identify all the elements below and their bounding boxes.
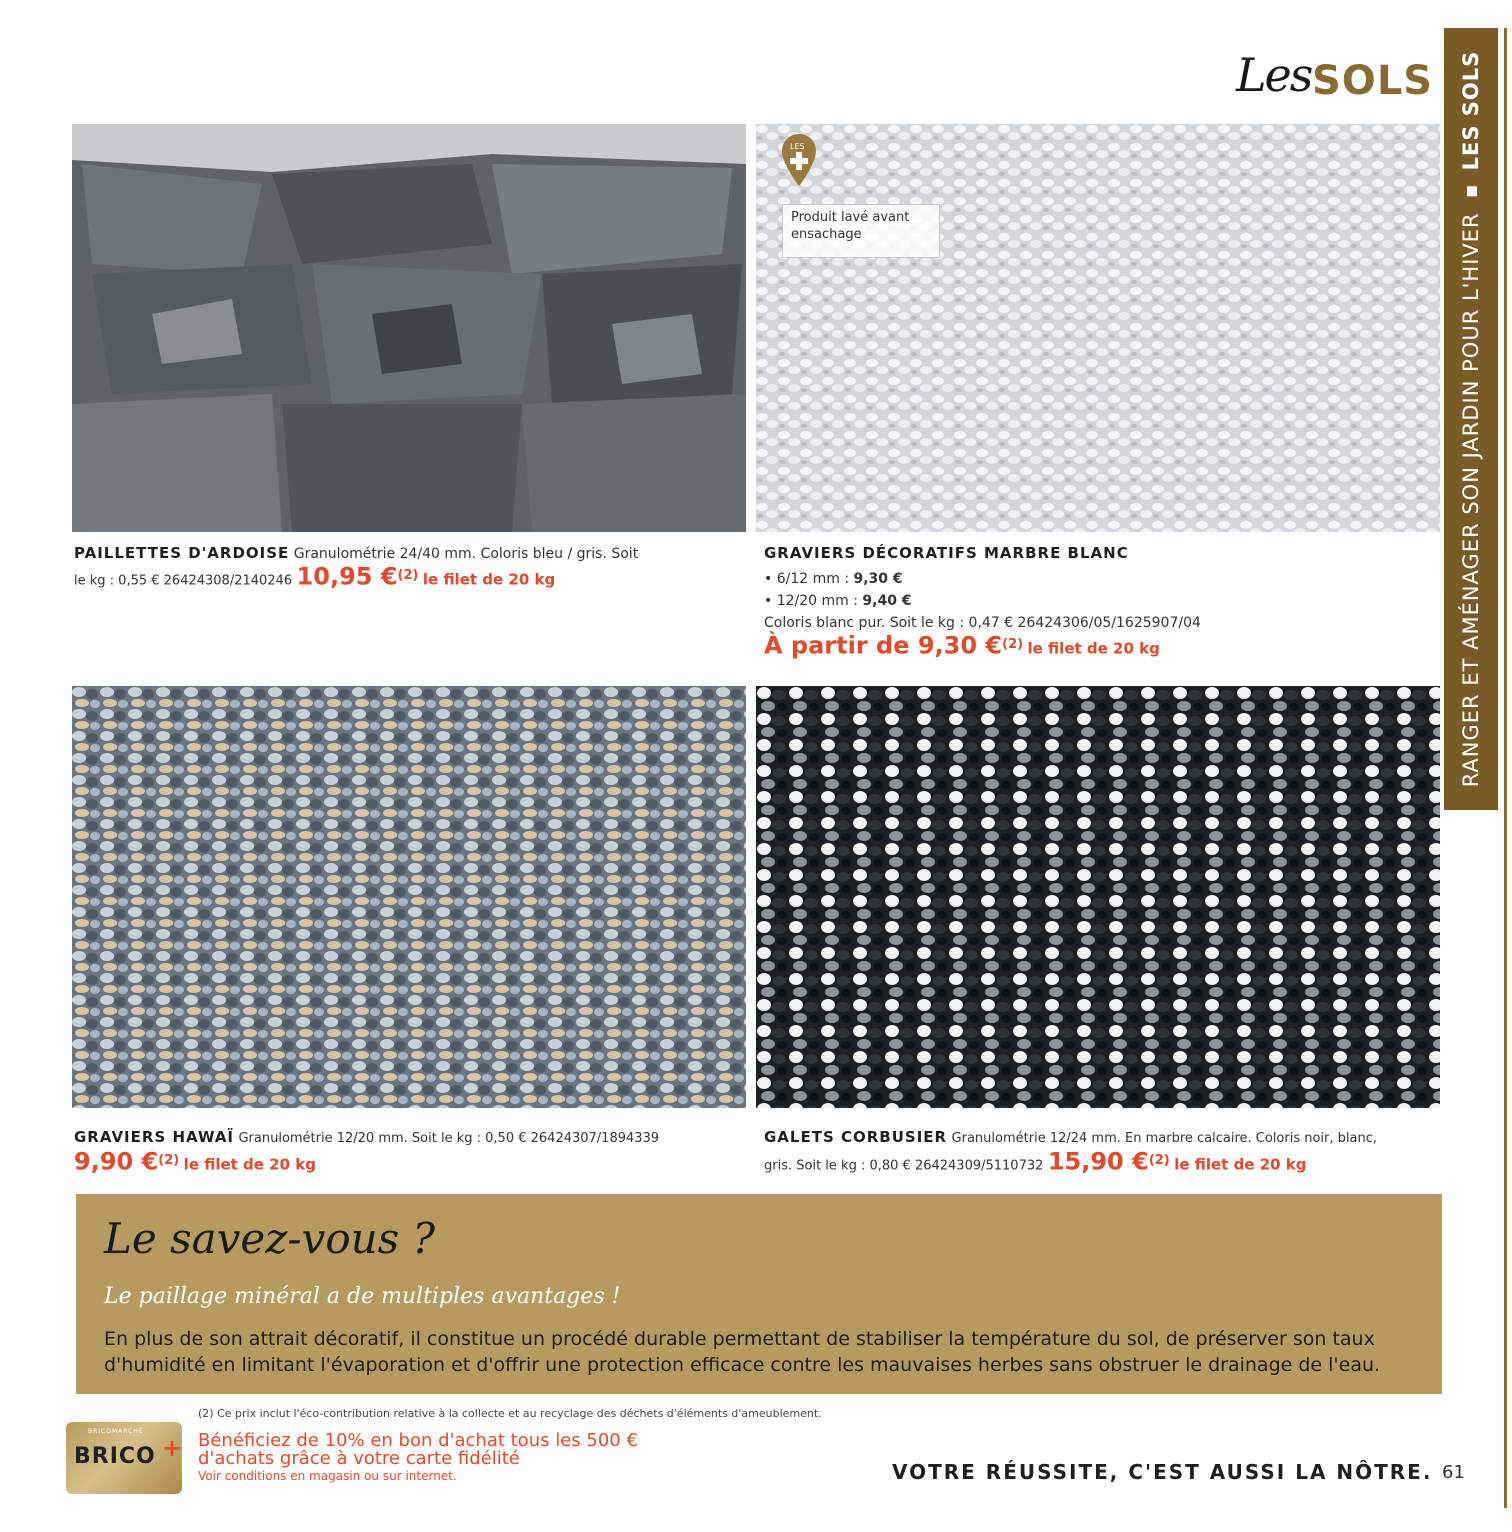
- product-price: 10,95 €: [296, 562, 398, 591]
- slogan: VOTRE RÉUSSITE, C'EST AUSSI LA NÔTRE.: [892, 1460, 1433, 1484]
- product-reference: le kg : 0,55 € 26424308/2140246: [74, 573, 293, 589]
- side-tab-subsection: LES SOLS: [1459, 50, 1483, 171]
- product-name: PAILLETTES D'ARDOISE: [74, 544, 290, 562]
- info-body: En plus de son attrait décoratif, il constitue un procédé durable permettant de stabiliser la température du sol, de préserver son taux d'humidité en limitant l'évaporation et d'offrir une protection efficace contre les mauvaises herbes sans obstruer le drainage de l'eau.: [104, 1328, 1381, 1376]
- product-description: Granulométrie 12/24 mm. En marbre calcaire. Coloris noir, blanc,: [951, 1131, 1378, 1146]
- page-number: 61: [1442, 1462, 1465, 1483]
- product-description: Granulométrie 12/20 mm. Soit le kg : 0,50 € 26424307/1894339: [238, 1131, 660, 1146]
- card-brand-logo: BRICO: [74, 1444, 156, 1469]
- did-you-know-box: [76, 1194, 1442, 1394]
- loyalty-line-1: Bénéficiez de 10% en bon d'achat tous les 500 €: [198, 1430, 638, 1451]
- price-unit: le filet de 20 kg: [422, 570, 556, 589]
- product-reference: gris. Soit le kg : 0,80 € 26424309/5110732: [764, 1158, 1044, 1174]
- price-unit: le filet de 20 kg: [1027, 639, 1160, 658]
- product-name: GRAVIERS DÉCORATIFS MARBRE BLANC: [764, 544, 1129, 562]
- washed-product-tag: Produit lavé avant ensachage: [782, 204, 940, 258]
- product-name: GRAVIERS HAWAÏ: [74, 1128, 235, 1146]
- page-title: SOLS: [1312, 58, 1434, 104]
- price-footnote: (2): [158, 1153, 180, 1168]
- pin-label: LES: [790, 142, 805, 151]
- size-label: • 12/20 mm :: [764, 593, 858, 609]
- hawaii-gravel-photo: [72, 686, 746, 1108]
- loyalty-conditions: Voir conditions en magasin ou sur internet.: [198, 1469, 457, 1483]
- info-title: Le savez-vous ?: [104, 1214, 436, 1263]
- size-price: 9,30 €: [853, 571, 903, 587]
- product-caption-slate: [74, 542, 746, 593]
- product-reference: Coloris blanc pur. Soit le kg : 0,47 € 26424306/05/1625907/04: [764, 615, 1201, 631]
- product-price: 15,90 €: [1047, 1147, 1149, 1176]
- price-footnote: (2): [1002, 637, 1024, 652]
- corbusier-pebbles-photo: [756, 686, 1440, 1108]
- side-tab-section: RANGER ET AMÉNAGER SON JARDIN POUR L'HIVER: [1459, 212, 1483, 788]
- price-footnote: (2): [397, 568, 419, 583]
- size-price: 9,40 €: [862, 593, 912, 609]
- side-tab-text: [1459, 51, 1483, 788]
- plus-icon: +: [162, 1434, 183, 1462]
- price-unit: le filet de 20 kg: [183, 1155, 316, 1174]
- size-label: • 6/12 mm :: [764, 571, 850, 587]
- separator-square-icon: [1467, 186, 1477, 196]
- card-top-text: BRICOMARCHÉ: [88, 1428, 144, 1435]
- product-price: 9,90 €: [74, 1147, 159, 1176]
- white-marble-gravel-photo: [756, 124, 1440, 532]
- product-description: Granulométrie 24/40 mm. Coloris bleu / gris. Soit: [293, 546, 639, 562]
- size-option-2: [764, 590, 1434, 612]
- price-footnote: (2): [1148, 1153, 1170, 1168]
- slate-chips-photo: [72, 124, 746, 532]
- loyalty-offer: [198, 1432, 638, 1484]
- price-unit: le filet de 20 kg: [1174, 1155, 1307, 1174]
- product-name: GALETS CORBUSIER: [764, 1128, 948, 1146]
- footnote: (2) Ce prix inclut l'éco-contribution relative à la collecte et au recyclage des déchets d'éléments d'ameublement.: [198, 1407, 822, 1420]
- loyalty-line-2: d'achats grâce à votre carte fidélité: [198, 1448, 520, 1469]
- product-caption-hawaii: [74, 1126, 746, 1177]
- product-caption-corbusier: [764, 1126, 1440, 1178]
- product-price: À partir de 9,30 €: [764, 631, 1003, 660]
- info-subtitle: Le paillage minéral a de multiples avantages !: [104, 1284, 621, 1309]
- side-tab: [1444, 28, 1498, 810]
- header-script: Les: [1236, 48, 1312, 102]
- size-option-1: [764, 568, 1434, 590]
- page-edge-line: [1504, 28, 1507, 1508]
- product-caption-marble: [764, 542, 1434, 661]
- loyalty-card: [66, 1422, 182, 1494]
